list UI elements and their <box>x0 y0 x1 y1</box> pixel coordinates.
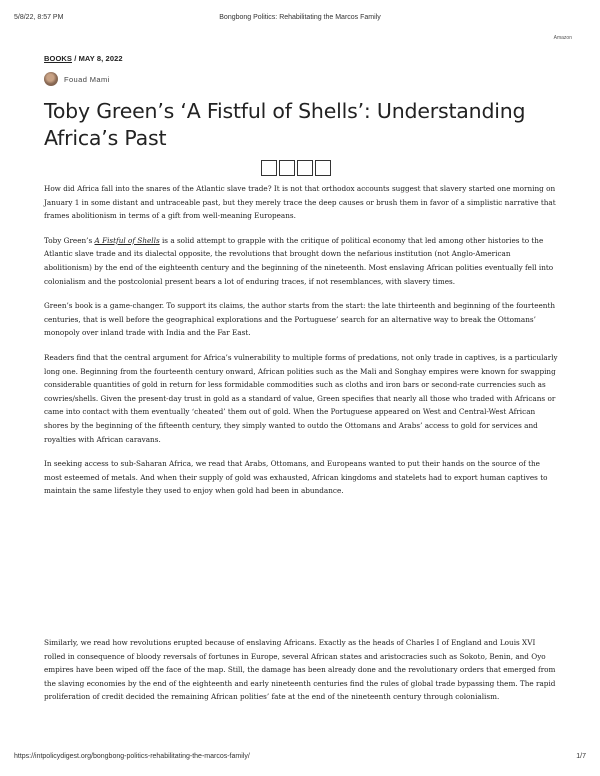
article-meta <box>44 54 123 63</box>
publish-date: MAY 8, 2022 <box>78 54 123 63</box>
corner-label: Amazon <box>553 35 572 41</box>
paragraph-2-rest: is a solid attempt to grapple with the critique of political economy that led among other histories to the Atlantic slave trade and its dialectal opposite, the revolutions that brought down the nefarious institution (not Anglo-American abolitionism) by the end of the eighteenth century and the beginning of the nineteenth. Most enslaving African polities eventually fell into colonialism and the postcolonial present bears a lot of enduring traces, if not resemblances, with slavery times. <box>44 235 554 286</box>
print-datetime: 5/8/22, 8:57 PM <box>14 14 64 21</box>
print-page-title: Bongbong Politics: Rehabilitating the Marcos Family <box>219 14 381 21</box>
paragraph-2-start: Toby Green’s <box>44 235 95 245</box>
paragraph-6: Similarly, we read how revolutions erupted because of enslaving Africans. Exactly as the heads of Charles I of England and Louis XVI rolled in consequence of bloody reversals of fortunes in Europe, several African states and aristocracies such as Sokoto, Benin, and Oyo empires have been wiped off the face of the map. Still, the damage has been already done and the revolutionary orders that emerged from the slaving economies by the end of the eighteenth and early nineteenth centuries find the rules of global trade bypassing them. The rapid proliferation of credit decided the remaining African polities’ fate at the end of the nineteenth century through colonialism. <box>44 638 556 702</box>
book-title-link[interactable]: A Fistful of Shells <box>94 235 160 245</box>
article-body-continued <box>44 636 559 704</box>
paragraph-3: Green’s book is a game-changer. To support its claims, the author starts from the start: the late thirteenth and beginning of the fourteenth centuries, that is well before the geographical explorations and the Portuguese’ search for an alternative way to break the Ottomans’ monopoly over inland trade with India and the Far East. <box>44 301 556 338</box>
share-icon[interactable] <box>315 160 331 176</box>
paragraph-5: In seeking access to sub-Saharan Africa, we read that Arabs, Ottomans, and Europeans wanted to put their hands on the source of the most esteemed of metals. And when their supply of gold was exhausted, African kingdoms and statelets had to export human captives to maintain the same lifestyle they used to enjoy when gold had been in abundance. <box>44 459 548 496</box>
author-byline[interactable] <box>44 72 110 86</box>
share-icons <box>261 160 331 176</box>
paragraph-2 <box>44 234 559 288</box>
author-avatar[interactable] <box>44 72 58 86</box>
paragraph-1: How did Africa fall into the snares of the Atlantic slave trade? It is not that orthodox accounts suggest that slavery started one morning on January 1 in some distant and untraceable past, but they merely trace the deep causes or brush them in favor of a simplistic narrative that frames abolitionism in terms of a gift from well-meaning Europeans. <box>44 184 556 221</box>
paragraph-4: Readers find that the central argument for Africa’s vulnerability to multiple forms of predations, not only trade in captives, is a particularly long one. Beginning from the fourteenth century onward, African polities such as the Mali and Songhay empires were known for swapping considerable quantities of gold in return for less formidable commodities such as cloths and iron bars or second-rate currencies such as cowries/shells. Given the present-day trust in gold as a standard of value, Green specifies that nearly all those who traded with Africans or came into contact with them eventually ‘cheated’ them out of gold. When the Portuguese appeared on West and Central-West African shores by the beginning of the fifteenth century, they simply wanted to outdo the Ottomans and Arabs’ access to gold for services and royalties with African caravans. <box>44 352 558 444</box>
author-name[interactable]: Fouad Mami <box>64 74 110 84</box>
category-link[interactable]: BOOKS <box>44 54 73 63</box>
page-number: 1/7 <box>576 753 586 760</box>
print-url: https://intpolicydigest.org/bongbong-politics-rehabilitating-the-marcos-family/ <box>14 753 250 760</box>
share-icon[interactable] <box>297 160 313 176</box>
share-icon[interactable] <box>261 160 277 176</box>
share-icon[interactable] <box>279 160 295 176</box>
meta-separator: / <box>72 54 79 63</box>
article-title: Toby Green’s ‘A Fistful of Shells’: Understanding Africa’s Past <box>44 99 526 150</box>
article-body <box>44 182 559 509</box>
